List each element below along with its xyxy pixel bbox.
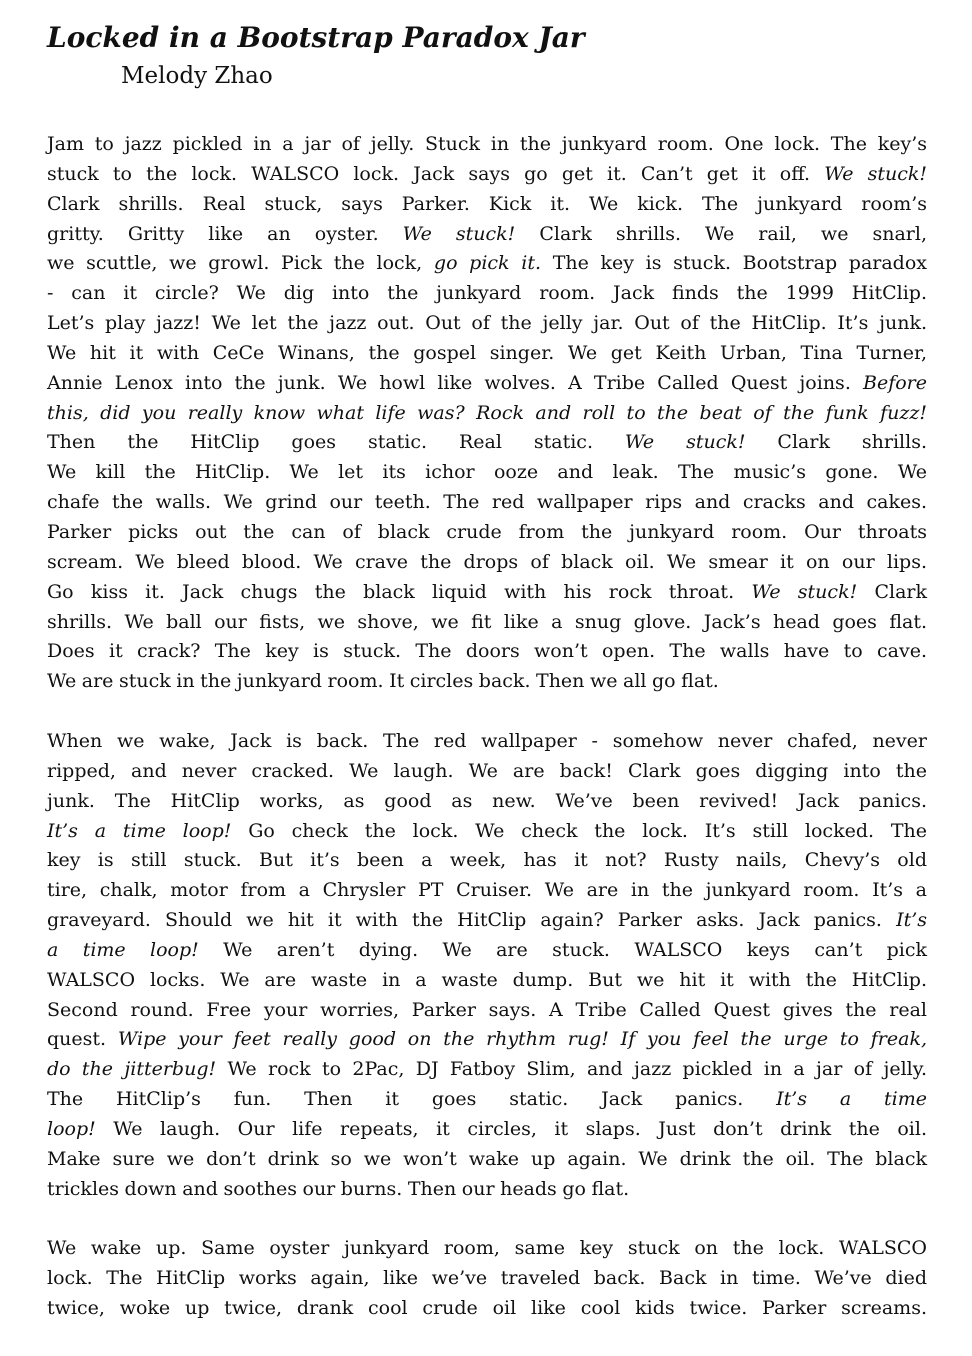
- text-run: ripped, and never cracked. We laugh. We are back! Clark goes digging into the: [47, 759, 927, 782]
- text-run: scream. We bleed blood. We crave the drops of black oil. We smear it on our lips.: [47, 550, 927, 573]
- text-run: Clark: [857, 580, 927, 603]
- text-line: [47, 1085, 927, 1115]
- text-line: [47, 399, 927, 429]
- text-line: [47, 1264, 927, 1294]
- text-line: [47, 667, 927, 697]
- author-name: Melody Zhao: [121, 63, 273, 89]
- text-line: [47, 966, 927, 996]
- text-line: [47, 1115, 927, 1145]
- text-line: [47, 369, 927, 399]
- text-run: chafe the walls. We grind our teeth. The red wallpaper rips and cracks and cakes.: [47, 491, 927, 514]
- story-title: Locked in a Bootstrap Paradox Jar: [47, 21, 585, 54]
- text-run: Annie Lenox into the junk. We howl like wolves. A Tribe Called Quest joins.: [47, 371, 863, 394]
- text-run: WALSCO locks. We are waste in a waste dump. But we hit it with the HitClip.: [47, 968, 927, 991]
- text-run: Then the HitClip goes static. Real static.: [47, 431, 625, 454]
- text-line: [47, 249, 927, 279]
- text-run: Clark shrills. We rail, we snarl,: [515, 222, 927, 245]
- text-run: Go kiss it. Jack chugs the black liquid with his rock throat.: [47, 580, 752, 603]
- text-line: [47, 428, 927, 458]
- text-run: We wake up. Same oyster junkyard room, same key stuck on the lock. WALSCO: [47, 1237, 927, 1259]
- text-run: We kill the HitClip. We let its ichor ooze and leak. The music’s gone. We: [47, 461, 927, 484]
- italic-text-run: We stuck!: [624, 431, 746, 454]
- text-run: Let’s play jazz! We let the jazz out. Out of the jelly jar. Out of the HitClip. It’s junk.: [47, 312, 927, 335]
- italic-text-run: We stuck!: [751, 580, 858, 603]
- italic-text-run: do the jitterbug!: [47, 1058, 217, 1081]
- text-line: [47, 876, 927, 906]
- text-run: lock. The HitClip works again, like we’ve traveled back. Back in time. We’ve died: [47, 1266, 927, 1289]
- text-run: Second round. Free your worries, Parker says. A Tribe Called Quest gives the real: [47, 998, 927, 1021]
- text-line: [47, 608, 927, 638]
- text-run: stuck to the lock. WALSCO lock. Jack says go get it. Can’t get it off.: [47, 162, 825, 185]
- text-run: quest.: [47, 1028, 118, 1051]
- text-run: The key is stuck. Bootstrap paradox: [541, 252, 927, 275]
- italic-text-run: Wipe your feet really good on the rhythm rug! If you feel the urge to freak,: [117, 1028, 928, 1051]
- text-line: [47, 190, 927, 220]
- text-line: [47, 757, 927, 787]
- text-line: [47, 846, 927, 876]
- italic-text-run: go pick it.: [433, 252, 542, 275]
- text-line: [47, 309, 927, 339]
- text-line: [47, 339, 927, 369]
- text-line: [47, 906, 927, 936]
- paragraph-3: [47, 1234, 927, 1324]
- text-line: [47, 458, 927, 488]
- text-line: [47, 518, 927, 548]
- text-line: [47, 130, 927, 160]
- text-line: [47, 1025, 927, 1055]
- text-run: key is still stuck. But it’s been a week, has it not? Rusty nails, Chevy’s old: [47, 849, 927, 872]
- text-run: Jam to jazz pickled in a jar of jelly. Stuck in the junkyard room. One lock. The key’s: [47, 133, 927, 155]
- text-run: tire, chalk, motor from a Chrysler PT Cruiser. We are in the junkyard room. It’s a: [47, 879, 927, 902]
- text-run: - can it circle? We dig into the junkyard room. Jack finds the 1999 HitClip.: [47, 282, 927, 305]
- text-run: Parker picks out the can of black crude from the junkyard room. Our throats: [47, 520, 927, 543]
- italic-text-run: We stuck!: [402, 222, 516, 245]
- italic-text-run: We stuck!: [824, 162, 927, 185]
- text-line: [47, 996, 927, 1026]
- text-run: When we wake, Jack is back. The red wallpaper - somehow never chafed, never: [47, 730, 927, 752]
- paragraph-1: [47, 130, 927, 697]
- text-run: shrills. We ball our fists, we shove, we fit like a snug glove. Jack’s head goes flat.: [47, 610, 927, 633]
- text-run: We aren’t dying. We are stuck. WALSCO keys can’t pick: [198, 938, 928, 961]
- paragraph-2: [47, 727, 927, 1205]
- text-run: graveyard. Should we hit it with the HitClip again? Parker asks. Jack panics.: [47, 909, 897, 932]
- text-line: [47, 1294, 927, 1324]
- text-line: [47, 220, 927, 250]
- text-line: [47, 936, 927, 966]
- italic-text-run: Before: [862, 371, 927, 394]
- text-line: [47, 548, 927, 578]
- text-line: [47, 1145, 927, 1175]
- text-run: junk. The HitClip works, as good as new. We’ve been revived! Jack panics.: [47, 789, 927, 812]
- text-line: [47, 787, 927, 817]
- text-line: [47, 279, 927, 309]
- text-line: [47, 1055, 927, 1085]
- text-line: [47, 637, 927, 667]
- italic-text-run: It’s: [896, 909, 927, 932]
- text-run: We laugh. Our life repeats, it circles, it slaps. Just don’t drink the oil.: [95, 1117, 927, 1140]
- text-run: Clark shrills.: [745, 431, 927, 454]
- text-line: [47, 817, 927, 847]
- text-line: [47, 160, 927, 190]
- text-line: [47, 727, 927, 757]
- text-run: we scuttle, we growl. Pick the lock,: [47, 252, 434, 275]
- document-page: [47, 0, 927, 1356]
- italic-text-run: this, did you really know what life was? Rock and roll to the beat of the funk fuzz!: [47, 401, 927, 424]
- text-line: [47, 1175, 927, 1205]
- italic-text-run: loop!: [47, 1117, 96, 1140]
- italic-text-run: It’s a time loop!: [47, 819, 232, 842]
- text-line: [47, 488, 927, 518]
- text-run: trickles down and soothes our burns. Then our heads go flat.: [47, 1177, 630, 1200]
- italic-text-run: It’s a time: [776, 1088, 927, 1111]
- text-run: Make sure we don’t drink so we won’t wake up again. We drink the oil. The black: [47, 1147, 927, 1170]
- text-run: Clark shrills. Real stuck, says Parker. Kick it. We kick. The junkyard room’s: [47, 192, 927, 215]
- text-run: Go check the lock. We check the lock. It’s still locked. The: [231, 819, 927, 842]
- italic-text-run: a time loop!: [47, 938, 199, 961]
- text-run: Does it crack? The key is stuck. The doors won’t open. The walls have to cave.: [47, 640, 927, 663]
- text-line: [47, 1234, 927, 1264]
- text-line: [47, 578, 927, 608]
- text-run: twice, woke up twice, drank cool crude oil like cool kids twice. Parker screams.: [47, 1296, 927, 1319]
- text-run: gritty. Gritty like an oyster.: [47, 222, 403, 245]
- text-run: The HitClip’s fun. Then it goes static. Jack panics.: [47, 1088, 777, 1111]
- text-run: We are stuck in the junkyard room. It circles back. Then we all go flat.: [47, 670, 719, 693]
- text-run: We hit it with CeCe Winans, the gospel singer. We get Keith Urban, Tina Turner,: [47, 341, 927, 364]
- text-run: We rock to 2Pac, DJ Fatboy Slim, and jazz pickled in a jar of jelly.: [216, 1058, 927, 1081]
